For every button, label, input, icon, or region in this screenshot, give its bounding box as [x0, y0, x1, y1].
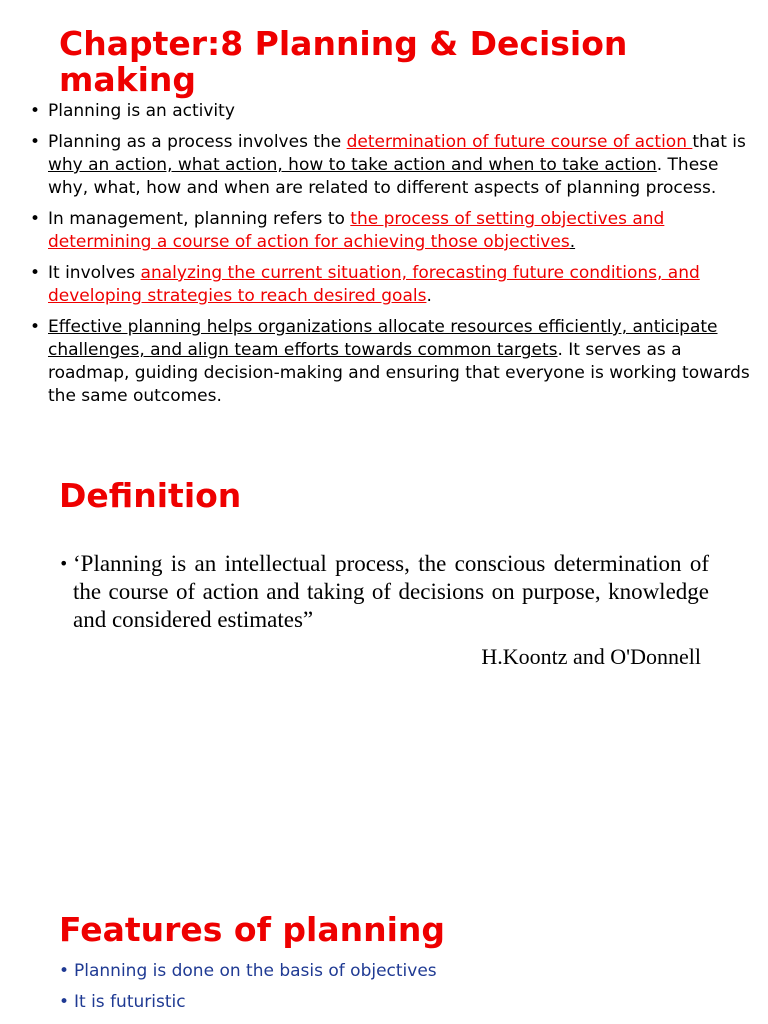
underlined-text: why an action, what action, how to take action and when to take action — [48, 155, 657, 175]
highlight-text: analyzing the current situation, forecasting future conditions, and developing strategies to reach desired goals — [48, 263, 700, 306]
intro-bullet-list — [30, 100, 758, 416]
bullet-text: . It serves as a roadmap, guiding decision-making and ensuring that everyone is working towards the same outcomes. — [48, 340, 750, 406]
bullet-text: In management, planning refers to — [48, 209, 351, 229]
bullet-icon: • — [30, 132, 41, 152]
list-item — [30, 131, 758, 200]
bullet-text: Planning as a process involves the — [48, 132, 347, 152]
list-item — [30, 208, 758, 254]
bullet-icon: • — [59, 554, 69, 573]
bullet-icon: • — [59, 961, 70, 981]
bullet-text: It involves — [48, 263, 141, 283]
list-item — [30, 316, 758, 408]
bullet-text: . — [569, 232, 576, 252]
list-item — [59, 991, 749, 1014]
bullet-icon: • — [30, 209, 41, 229]
features-heading: Features of planning — [59, 910, 446, 949]
list-item — [30, 100, 758, 123]
feature-text: Planning is done on the basis of objectives — [74, 961, 437, 981]
bullet-text: that is — [692, 132, 746, 152]
bullet-icon: • — [30, 263, 41, 283]
bullet-text: . — [426, 286, 432, 306]
bullet-icon: • — [59, 992, 70, 1012]
quote-author: H.Koontz and O'Donnell — [481, 644, 701, 669]
bullet-icon: • — [30, 101, 41, 121]
bullet-text: Planning is an activity — [48, 101, 235, 121]
features-list — [59, 960, 749, 1022]
quote-text: ‘Planning is an intellectual process, the conscious determination of the course of action and taking of decisions on purpose, knowledge and considered estimates” — [73, 551, 709, 632]
underlined-text: Effective planning helps organizations allocate resources efficiently, anticipate challenges, and align team efforts towards common targets — [48, 317, 718, 360]
list-item — [30, 262, 758, 308]
bullet-text: . These why, what, how and when are related to different aspects of planning process. — [48, 155, 719, 198]
definition-heading: Definition — [59, 476, 242, 515]
feature-text: It is futuristic — [74, 992, 186, 1012]
highlight-text: the process of setting objectives and determining a course of action for achieving those objectives — [48, 209, 665, 252]
definition-quote — [59, 550, 709, 634]
bullet-icon: • — [30, 317, 41, 337]
chapter-title: Chapter:8 Planning & Decision making — [59, 24, 628, 99]
list-item — [59, 960, 749, 983]
highlight-text: determination of future course of action — [346, 132, 693, 152]
